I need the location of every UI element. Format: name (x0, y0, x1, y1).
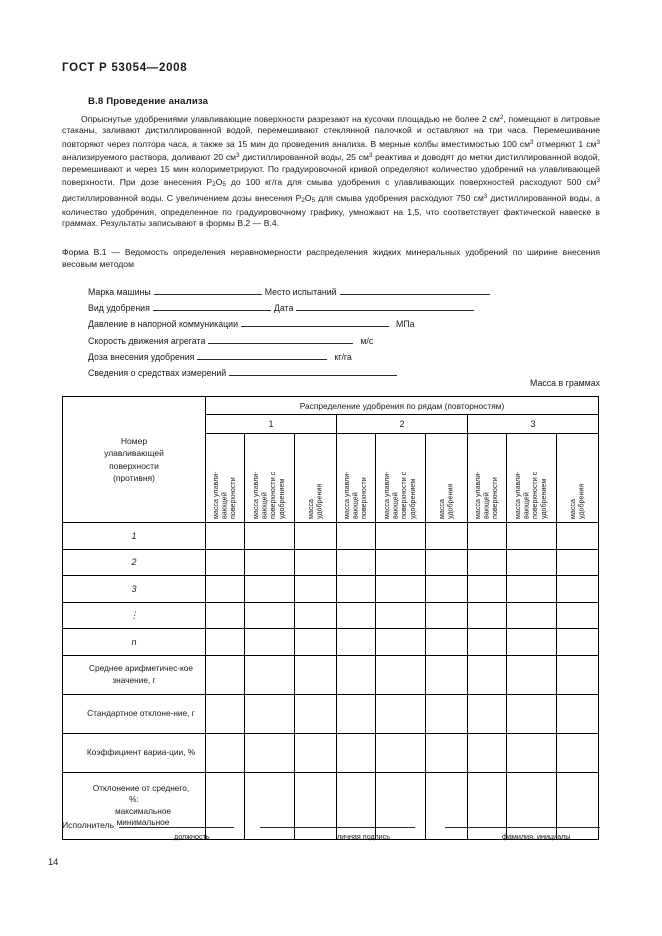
field-unit-pressure: МПа (396, 319, 415, 330)
field-rule-test-place[interactable] (340, 285, 490, 295)
cell[interactable] (337, 549, 376, 576)
field-row-pressure (88, 317, 548, 333)
cell[interactable] (507, 629, 557, 656)
field-label-pressure: Давление в напорной коммуникации (88, 319, 238, 330)
cell[interactable] (468, 733, 507, 772)
cell[interactable] (426, 576, 468, 603)
table-row-stddev (63, 694, 599, 733)
cell[interactable] (206, 576, 245, 603)
header-g3-surface-mass: масса улавли- вающей поверхности (468, 434, 507, 523)
cell[interactable] (295, 655, 337, 694)
field-rule-pressure[interactable] (241, 317, 389, 327)
cell[interactable] (557, 576, 599, 603)
cell[interactable] (245, 549, 295, 576)
header-g3-surface-with-fertilizer-mass: масса улавли- вающей поверхности с удобрением (507, 434, 557, 523)
section-paragraph: Опрыснутые удобрениями улавливающие поверхности разрезают на кусочки площадью не более 2 $см^2$, помещают в литровые стаканы, заливают дистиллированной водой, перемешивают стеклянной палочкой и оставляют на три часа. Перемешивание повторяют через полтора часа, а также за 15 мин до проведения анализа. В мерные колбы вместимостью 100 $см^3$ отмеряют 1 $см^3$ анализируемого раствора, доливают 20 $см^3$ дистиллированной воды, 25 $см^3$ реактива и доводят до метки дистиллированной водой, перемешивают и через 15 мин колориметрируют. По градуировочной кривой определяют количество удобрений на улавливающей поверхности. При дозе внесения $P_2O_5$ до 100 кг/га для смыва удобрения с улавливающих поверхностей расходуют 500 $см^3$ дистиллированной воды. С увеличением дозы внесения $P_2O_5$ для смыва удобрения расходуют 750 $см^3$ дистиллированной воды, а количество удобрения, определенное по градуировочному графику, умножают на 1,5, что соответствует фактической навеске в граммах. Результаты записывают в формы В.2 — В.4. (62, 113, 601, 229)
cell[interactable] (426, 629, 468, 656)
cell[interactable] (468, 629, 507, 656)
table-row (63, 549, 599, 576)
cell[interactable] (295, 549, 337, 576)
cell[interactable] (337, 629, 376, 656)
field-label-fertilizer-type: Вид удобрения (88, 303, 150, 314)
form-fields (88, 285, 548, 382)
cell[interactable] (426, 733, 468, 772)
header-g3-fertilizer-mass: масса удобрения (557, 434, 599, 523)
cell[interactable] (557, 602, 599, 629)
deviation-percent-prefix: %: (129, 794, 139, 805)
cell[interactable] (468, 576, 507, 603)
field-rule-fertilizer-type[interactable] (153, 301, 271, 311)
executor-label: Исполнитель (62, 820, 115, 830)
cell[interactable] (295, 523, 337, 550)
cell[interactable] (295, 602, 337, 629)
form-caption: Форма В.1 — Ведомость определения неравномерности распределения жидких минеральных удобрений по ширине внесения весовым методом (62, 247, 600, 269)
cell[interactable] (376, 523, 426, 550)
cell[interactable] (557, 655, 599, 694)
signature-rule-name[interactable] (445, 818, 600, 828)
cell[interactable] (295, 629, 337, 656)
row-label: n (63, 629, 206, 656)
cell[interactable] (337, 655, 376, 694)
cell[interactable] (206, 549, 245, 576)
cell[interactable] (507, 733, 557, 772)
field-label-date: Дата (273, 303, 294, 314)
section-heading: В.8 Проведение анализа (88, 96, 209, 107)
row-label: 1 (63, 523, 206, 550)
measurement-table (62, 396, 599, 840)
field-row-machine (88, 285, 548, 301)
cell[interactable] (376, 655, 426, 694)
header-g1-fertilizer-mass: масса удобрения (295, 434, 337, 523)
field-rule-instruments[interactable] (229, 366, 397, 376)
header-group-2: 2 (337, 415, 468, 434)
row-label-mean: Среднее арифметичес-кое значение, г (63, 655, 206, 694)
field-row-speed (88, 334, 548, 350)
field-rule-dose[interactable] (197, 350, 327, 360)
table-row (63, 629, 599, 656)
signature-block (62, 818, 600, 844)
cell[interactable] (426, 523, 468, 550)
deviation-max-label: максимальное (114, 805, 172, 816)
header-g2-surface-with-fertilizer-mass: масса улавли- вающей поверхности с удобрением (376, 434, 426, 523)
cell[interactable] (507, 549, 557, 576)
table-row-variation (63, 733, 599, 772)
page-number: 14 (48, 857, 59, 867)
field-label-machine: Марка машины (88, 287, 151, 297)
cell[interactable] (557, 629, 599, 656)
header-row-number: Номер улавливающей поверхности (противня) (63, 397, 206, 523)
cell[interactable] (337, 523, 376, 550)
cell[interactable] (206, 523, 245, 550)
cell[interactable] (206, 602, 245, 629)
signature-rule-signature[interactable] (260, 818, 415, 828)
cell[interactable] (468, 549, 507, 576)
table-body (63, 523, 599, 840)
cell[interactable] (426, 694, 468, 733)
cell[interactable] (206, 733, 245, 772)
field-unit-dose: кг/га (334, 351, 352, 362)
caption-signature: личная подпись (337, 832, 390, 841)
cell[interactable] (337, 733, 376, 772)
cell[interactable] (507, 602, 557, 629)
cell[interactable] (245, 629, 295, 656)
cell[interactable] (468, 655, 507, 694)
cell[interactable] (337, 694, 376, 733)
header-group-1: 1 (206, 415, 337, 434)
field-label-dose: Доза внесения удобрения (88, 351, 195, 362)
cell[interactable] (245, 602, 295, 629)
table-row (63, 576, 599, 603)
cell[interactable] (426, 655, 468, 694)
signature-rule-position[interactable] (119, 818, 233, 828)
cell[interactable] (206, 694, 245, 733)
cell[interactable] (206, 655, 245, 694)
row-label: 3 (63, 576, 206, 603)
mass-units-note: Масса в граммах (530, 378, 600, 388)
cell[interactable] (245, 694, 295, 733)
row-label-variation: Коэффициент вариа-ции, % (63, 733, 206, 772)
deviation-title: Отклонение от среднего, (92, 782, 190, 793)
header-g1-surface-mass: масса улавли- вающей поверхности (206, 434, 245, 523)
field-label-test-place: Место испытаний (264, 287, 337, 297)
field-rule-date[interactable] (296, 301, 474, 311)
signature-line (62, 818, 600, 830)
field-rule-speed[interactable] (208, 334, 353, 344)
cell[interactable] (245, 733, 295, 772)
caption-name: фамилия, инициалы (502, 832, 571, 841)
cell[interactable] (507, 655, 557, 694)
cell[interactable] (468, 523, 507, 550)
cell[interactable] (245, 576, 295, 603)
signature-captions (62, 832, 600, 844)
cell[interactable] (337, 602, 376, 629)
header-distribution: Распределение удобрения по рядам (повторностям) (206, 397, 599, 415)
deviation-min-label: минимальное (116, 816, 170, 827)
cell[interactable] (245, 523, 295, 550)
cell[interactable] (557, 549, 599, 576)
measurement-table-wrapper (62, 396, 598, 840)
cell[interactable] (426, 549, 468, 576)
field-row-dose (88, 350, 548, 366)
field-unit-speed: м/с (360, 335, 374, 346)
table-row-mean (63, 655, 599, 694)
cell[interactable] (245, 655, 295, 694)
field-row-fertilizer-type (88, 301, 548, 317)
header-g1-surface-with-fertilizer-mass: масса улавли- вающей поверхности с удобрением (245, 434, 295, 523)
cell[interactable] (468, 602, 507, 629)
table-row (63, 602, 599, 629)
header-g2-fertilizer-mass: масса удобрения (426, 434, 468, 523)
row-label: 2 (63, 549, 206, 576)
field-row-instruments (88, 366, 548, 382)
cell[interactable] (507, 523, 557, 550)
cell[interactable] (557, 694, 599, 733)
standard-header: ГОСТ Р 53054—2008 (62, 62, 188, 74)
row-label-ellipsis: ⋮ (63, 602, 206, 629)
cell[interactable] (295, 694, 337, 733)
cell[interactable] (426, 602, 468, 629)
cell[interactable] (337, 576, 376, 603)
cell[interactable] (376, 576, 426, 603)
cell[interactable] (376, 733, 426, 772)
caption-position: должность (174, 832, 210, 841)
header-g2-surface-mass: масса улавли- вающей поверхности (337, 434, 376, 523)
table-row (63, 523, 599, 550)
cell[interactable] (557, 733, 599, 772)
cell[interactable] (557, 523, 599, 550)
cell[interactable] (295, 576, 337, 603)
cell[interactable] (376, 629, 426, 656)
cell[interactable] (376, 602, 426, 629)
header-group-3: 3 (468, 415, 599, 434)
cell[interactable] (468, 694, 507, 733)
field-rule-machine[interactable] (154, 285, 262, 295)
table-header-row-top (63, 397, 599, 415)
cell[interactable] (295, 733, 337, 772)
cell[interactable] (206, 629, 245, 656)
row-label-stddev: Стандартное отклоне-ние, г (63, 694, 206, 733)
cell[interactable] (507, 576, 557, 603)
field-label-speed: Скорость движения агрегата (88, 335, 206, 346)
cell[interactable] (376, 694, 426, 733)
cell[interactable] (507, 694, 557, 733)
field-label-instruments: Сведения о средствах измерений (88, 367, 227, 378)
cell[interactable] (376, 549, 426, 576)
